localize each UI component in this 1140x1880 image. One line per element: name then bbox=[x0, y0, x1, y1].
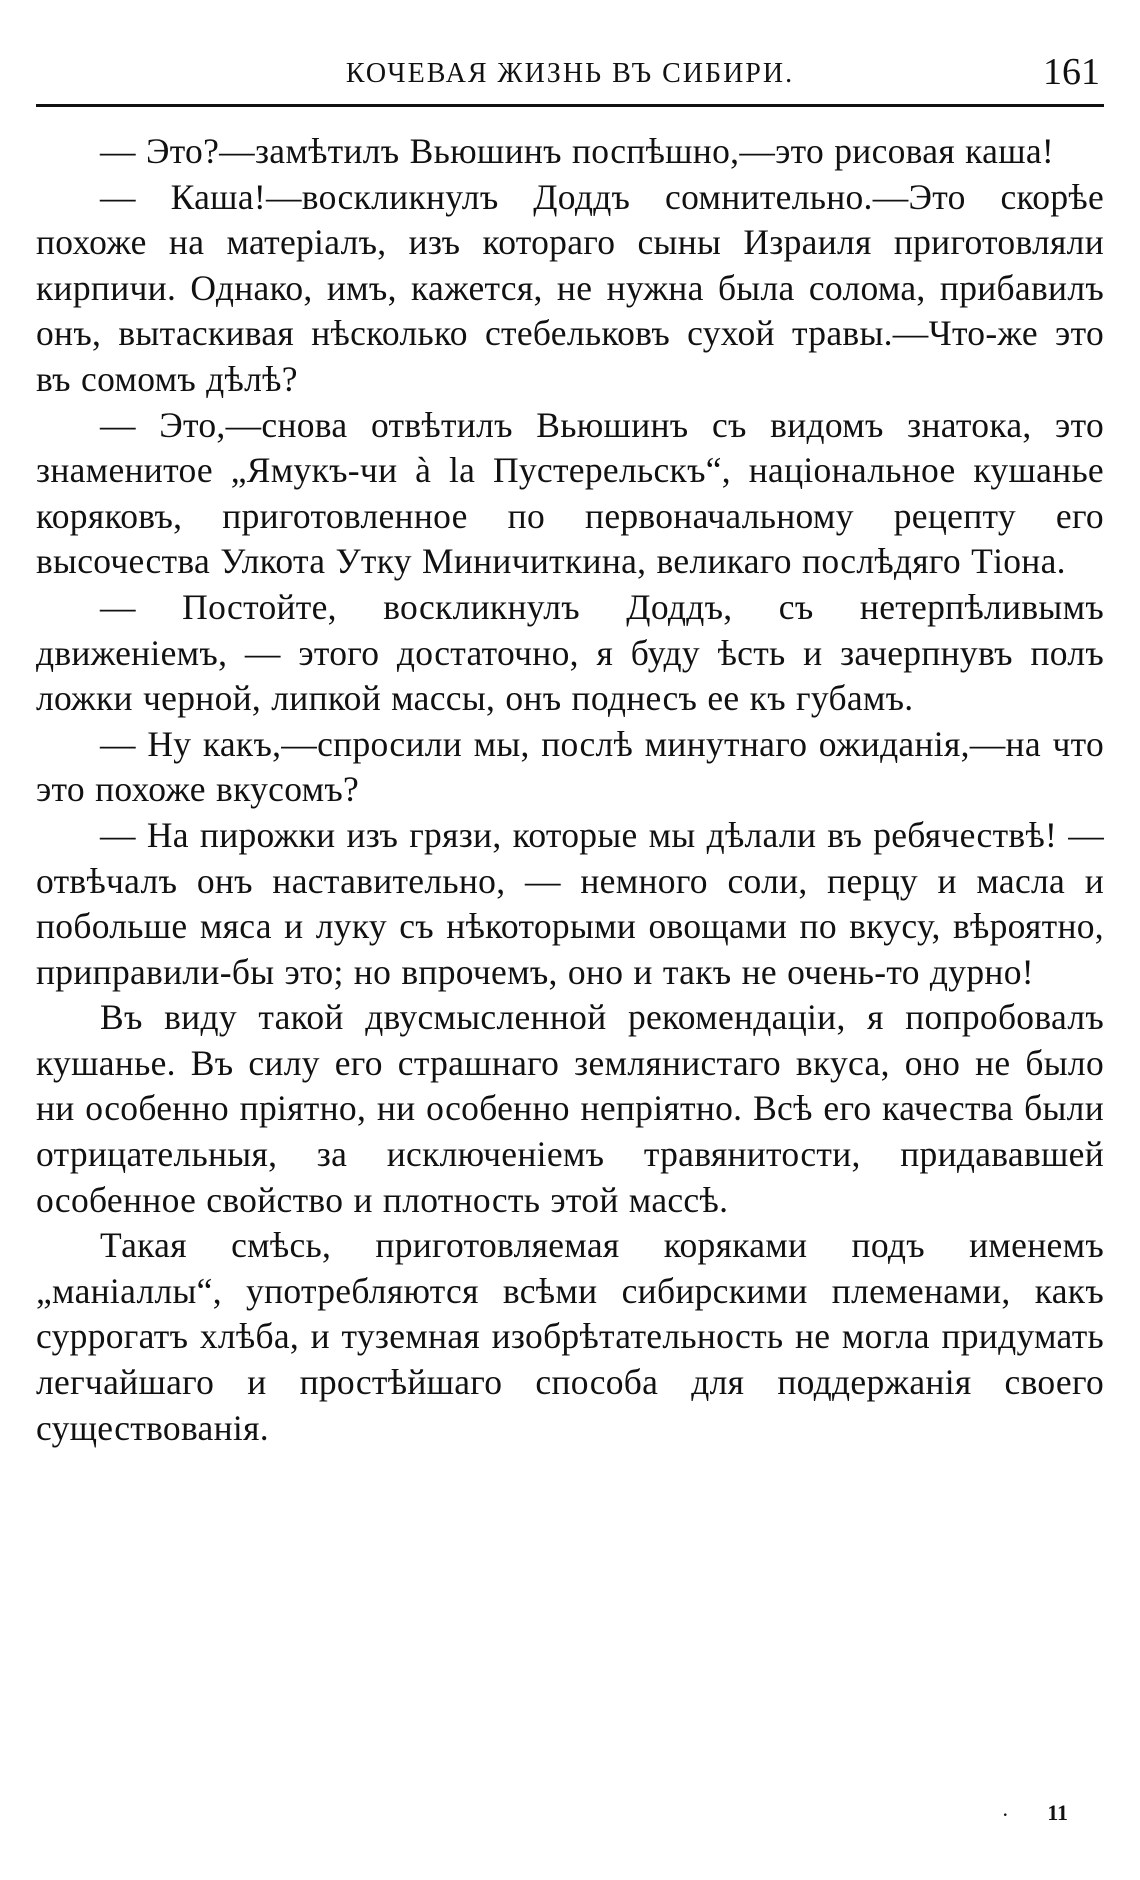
paragraph: — Постойте, воскликнулъ Доддъ, съ нетерпѣливымъ движеніемъ, — этого достаточно, я буду ѣсть и зачерпнувъ полъ ложки черной, липкой массы, онъ поднесъ ее къ губамъ. bbox=[36, 586, 1104, 719]
running-head bbox=[36, 40, 1104, 107]
paragraph: — На пирожки изъ грязи, которые мы дѣлали въ ребячествѣ! — отвѣчалъ онъ наставительно, — немного соли, перцу и масла и побольше мяса и луку съ нѣкоторыми овощами по вкусу, вѣроятно, приправили-бы это; но впрочемъ, оно и такъ не очень-то дурно! bbox=[36, 814, 1104, 992]
book-page bbox=[36, 40, 1104, 1840]
paragraph: — Это?—замѣтилъ Вьюшинъ поспѣшно,—это рисовая каша! bbox=[100, 131, 1055, 171]
paragraph: — Ну какъ,—спросили мы, послѣ минутнаго ожиданія,—на что это похоже вкусомъ? bbox=[36, 723, 1104, 810]
paragraph: — Каша!—воскликнулъ Доддъ сомнительно.—Это скорѣе похоже на матеріалъ, изъ котораго сыны Израиля приготовляли кирпичи. Однако, имъ, кажется, не нужна была солома, прибавилъ онъ, вытаскивая нѣсколько стебельковъ сухой травы.—Что-же это въ сомомъ дѣлѣ? bbox=[36, 176, 1104, 399]
paragraph: Такая смѣсь, приготовляемая коряками подъ именемъ „маніаллы“, употребляются всѣми сибирскими племенами, какъ суррогатъ хлѣба, и туземная изобрѣтательность не могла придумать легчайшаго и простѣйшаго способа для поддержанія своего существованія. bbox=[36, 1225, 1104, 1448]
footer-dot: . bbox=[1002, 1796, 1008, 1821]
running-title: КОЧЕВАЯ ЖИЗНЬ ВЪ СИБИРИ. bbox=[345, 58, 795, 89]
signature-mark: 11 bbox=[1047, 1800, 1068, 1825]
paragraph: — Это,—снова отвѣтилъ Вьюшинъ съ видомъ знатока, это знаменитое „Ямукъ-чи à la Пустерельскъ“, національное кушанье коряковъ, приготовленное по первоначальному рецепту его высочества Улкота Утку Миничиткина, великаго послѣдяго Тіона. bbox=[36, 404, 1104, 582]
paragraph: Въ виду такой двусмысленной рекомендаціи, я попробовалъ кушанье. Въ силу его страшнаго землянистаго вкуса, оно не было ни особенно пріятно, ни особенно непріятно. Всѣ его качества были отрицательныя, за исключеніемъ травянитости, придававшей особенное свойство и плотность этой массѣ. bbox=[36, 997, 1104, 1220]
body-text bbox=[36, 129, 1104, 1451]
page-number: 161 bbox=[1043, 51, 1100, 93]
